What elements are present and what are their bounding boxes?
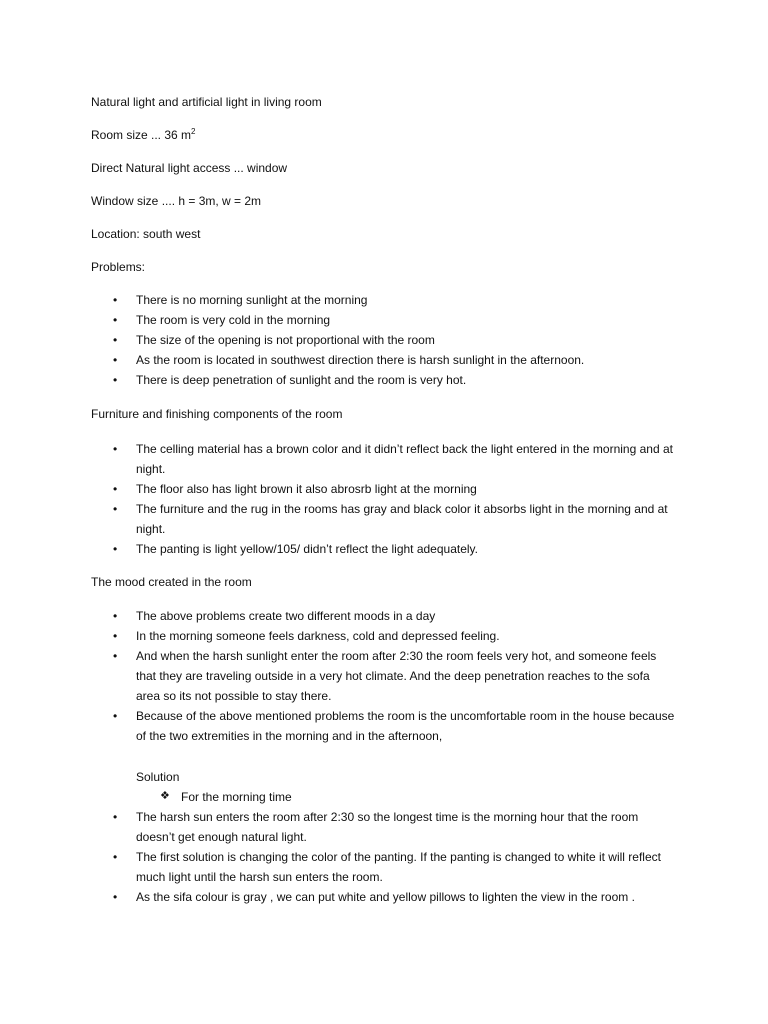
list-item: • The celling material has a brown color and it didn’t reflect back the light entered in the morning and at night.: [0, 439, 768, 479]
list-item: • The furniture and the rug in the rooms has gray and black color it absorbs light in the morning and at night.: [0, 499, 768, 539]
bullet-icon: •: [113, 313, 118, 327]
bullet-icon: •: [113, 542, 118, 556]
list-item: • In the morning someone feels darkness, cold and depressed feeling.: [0, 626, 768, 646]
bullet-icon: •: [113, 850, 118, 864]
list-item: • The first solution is changing the color of the panting. If the panting is changed to white it will reflect much light until the harsh sun enters the room.: [0, 847, 768, 887]
list-item: • There is deep penetration of sunlight and the room is very hot.: [0, 370, 768, 390]
room-size-text: Room size ... 36 m: [91, 128, 192, 142]
list-item: • The above problems create two different moods in a day: [0, 606, 768, 626]
diamond-bullet-icon: ❖: [160, 790, 170, 802]
bullet-icon: •: [113, 373, 118, 387]
solutions-list: [0, 807, 768, 907]
window-size-line: Window size .... h = 3m, w = 2m: [91, 194, 262, 208]
bullet-icon: •: [113, 709, 118, 723]
list-item: • Because of the above mentioned problems the room is the uncomfortable room in the house because of the two extremities in the morning and in the afternoon,: [0, 706, 768, 746]
document-title: Natural light and artificial light in living room: [91, 95, 322, 109]
bullet-icon: •: [113, 293, 118, 307]
bullet-icon: •: [113, 442, 118, 456]
bullet-icon: •: [113, 609, 118, 623]
morning-subheading: For the morning time: [181, 790, 292, 804]
list-item: • And when the harsh sunlight enter the room after 2:30 the room feels very hot, and someone feels that they are traveling outside in a very hot climate. And the deep penetration reaches to the sofa area so its not possible to stay there.: [0, 646, 768, 706]
bullet-icon: •: [113, 482, 118, 496]
bullet-icon: •: [113, 353, 118, 367]
list-item: • The floor also has light brown it also abrosrb light at the morning: [0, 479, 768, 499]
mood-list: [0, 606, 768, 746]
room-size-line: [91, 125, 195, 145]
bullet-icon: •: [113, 810, 118, 824]
bullet-icon: •: [113, 629, 118, 643]
bullet-icon: •: [113, 502, 118, 516]
bullet-icon: •: [113, 890, 118, 904]
list-item: • The panting is light yellow/105/ didn’t reflect the light adequately.: [0, 539, 768, 559]
list-item: • The harsh sun enters the room after 2:30 so the longest time is the morning hour that the room doesn’t get enough natural light.: [0, 807, 768, 847]
list-item: • The size of the opening is not proportional with the room: [0, 330, 768, 350]
problems-heading: Problems:: [91, 260, 146, 274]
list-item: • As the room is located in southwest direction there is harsh sunlight in the afternoon.: [0, 350, 768, 370]
furniture-heading: Furniture and finishing components of the room: [91, 407, 343, 421]
bullet-icon: •: [113, 649, 118, 663]
list-item: • The room is very cold in the morning: [0, 310, 768, 330]
location-line: Location: south west: [91, 227, 201, 241]
list-item: • As the sifa colour is gray , we can put white and yellow pillows to lighten the view in the room .: [0, 887, 768, 907]
list-item: • There is no morning sunlight at the morning: [0, 290, 768, 310]
mood-heading: The mood created in the room: [91, 575, 252, 589]
problems-list: [0, 290, 768, 390]
room-size-superscript: 2: [191, 127, 196, 136]
solution-heading: Solution: [136, 770, 180, 784]
furniture-list: [0, 439, 768, 559]
bullet-icon: •: [113, 333, 118, 347]
direct-access-line: Direct Natural light access ... window: [91, 161, 288, 175]
